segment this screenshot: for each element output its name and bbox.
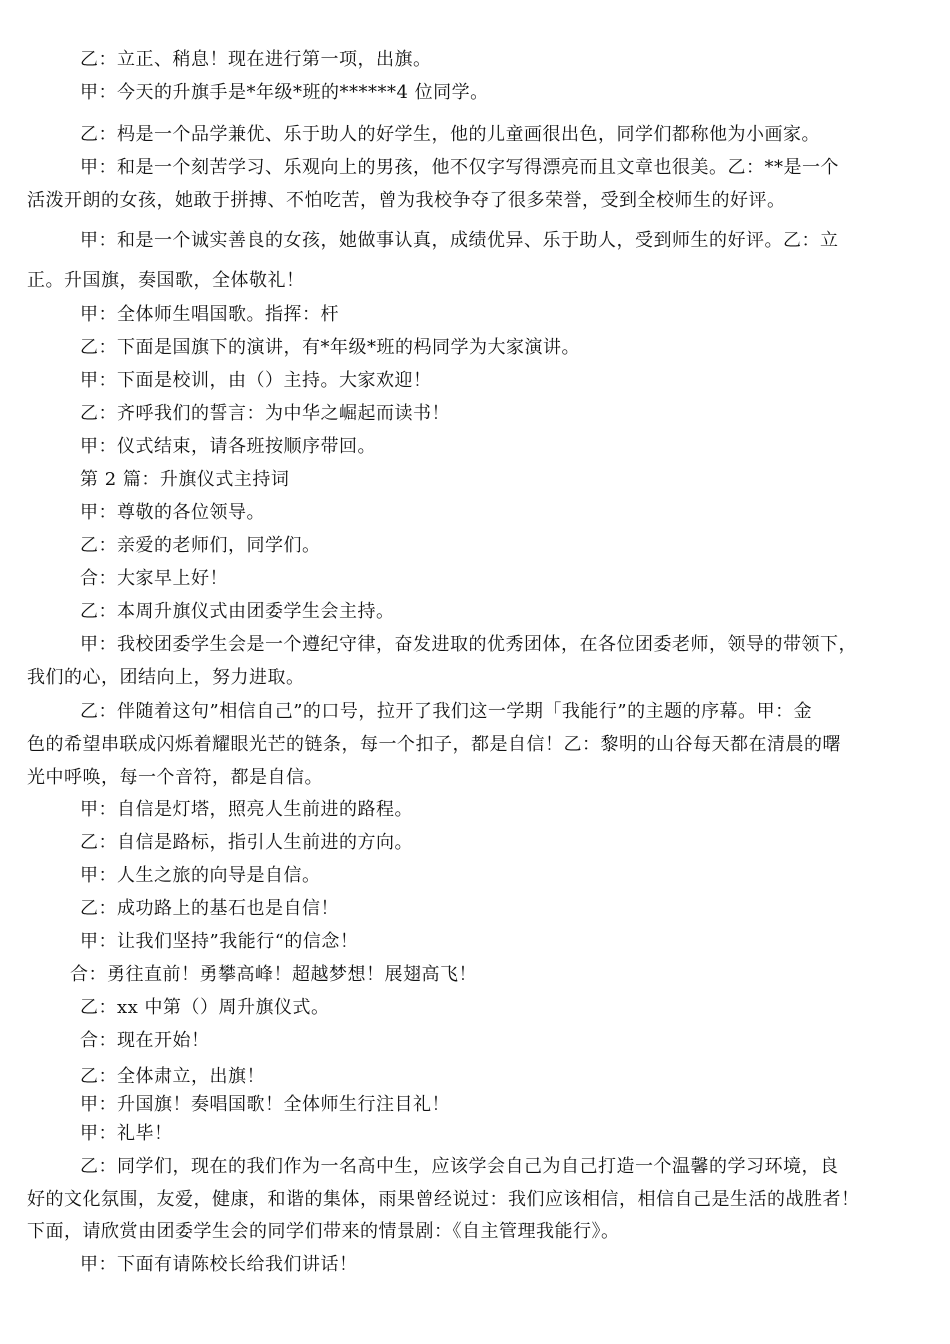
text-line: 合：大家早上好！	[80, 568, 228, 589]
text-line: 乙：同学们，现在的我们作为一名高中生，应该学会自己为自己打造一个温馨的学习环境，良	[80, 1156, 839, 1177]
text-line: 乙：xx 中第（）周升旗仪式。	[80, 997, 330, 1018]
text-line: 乙：全体肃立，出旗！	[80, 1066, 265, 1087]
text-line: 乙：立正、稍息！现在进行第一项，出旗。	[80, 49, 432, 70]
text-line: 甲：仪式结束，请各班按顺序带回。	[80, 436, 376, 457]
text-line: 合：勇往直前！勇攀高峰！超越梦想！展翅高飞！	[70, 964, 477, 985]
text-line: 乙：自信是路标，指引人生前进的方向。	[80, 832, 413, 853]
section-heading: 第 2 篇：升旗仪式主持词	[80, 469, 290, 490]
text-line: 甲：和是一个诚实善良的女孩，她做事认真，成绩优异、乐于助人，受到师生的好评。乙：立	[80, 230, 839, 251]
text-line: 甲：让我们坚持”我能行“的信念！	[80, 931, 359, 952]
text-line: 甲：全体师生唱国歌。指挥：杆	[80, 304, 339, 325]
text-line: 甲：尊敬的各位领导。	[80, 502, 265, 523]
text-line: 正。升国旗，奏国歌，全体敬礼！	[27, 270, 305, 291]
text-line: 甲：礼毕！	[80, 1123, 173, 1144]
text-line: 乙：亲爱的老师们，同学们。	[80, 535, 321, 556]
text-line: 乙：成功路上的基石也是自信！	[80, 898, 339, 919]
text-line: 甲：下面是校训，由（）主持。大家欢迎！	[80, 370, 432, 391]
text-line: 乙：杩是一个品学兼优、乐于助人的好学生，他的儿童画很出色，同学们都称他为小画家。	[80, 124, 820, 145]
text-line: 乙：本周升旗仪式由团委学生会主持。	[80, 601, 395, 622]
text-line: 甲：升国旗！奏唱国歌！全体师生行注目礼！	[80, 1094, 450, 1115]
text-line: 甲：今天的升旗手是*年级*班的******4 位同学。	[80, 82, 489, 103]
text-line: 活泼开朗的女孩，她敢于拼搏、不怕吃苦，曾为我校争夺了很多荣誉，受到全校师生的好评。	[27, 190, 786, 211]
text-line: 色的希望串联成闪烁着耀眼光芒的链条，每一个扣子，都是自信！乙：黎明的山谷每天都在清晨的曙	[27, 734, 841, 755]
text-line: 甲：下面有请陈校长给我们讲话！	[80, 1254, 358, 1275]
text-line: 甲：自信是灯塔，照亮人生前进的路程。	[80, 799, 413, 820]
text-line: 下面，请欣赏由团委学生会的同学们带来的情景剧：《自主管理我能行》。	[27, 1221, 620, 1242]
text-line: 乙：齐呼我们的誓言：为中华之崛起而读书！	[80, 403, 450, 424]
text-line: 光中呼唤，每一个音符，都是自信。	[27, 767, 323, 788]
text-line: 乙：下面是国旗下的演讲，有*年级*班的杩同学为大家演讲。	[80, 337, 580, 358]
text-line: 乙：伴随着这句”相信自己”的口号，拉开了我们这一学期「我能行”的主题的序幕。甲：金	[80, 701, 813, 722]
text-line: 好的文化氛围，友爱，健康，和谐的集体，雨果曾经说过：我们应该相信，相信自己是生活的战胜者！	[27, 1189, 860, 1210]
text-line: 合：现在开始！	[80, 1030, 210, 1051]
text-line: 甲：我校团委学生会是一个遵纪守律，奋发进取的优秀团体，在各位团委老师，领导的带领下，	[80, 634, 857, 655]
text-line: 我们的心，团结向上，努力进取。	[27, 667, 305, 688]
text-line: 甲：人生之旅的向导是自信。	[80, 865, 321, 886]
text-line: 甲：和是一个刻苦学习、乐观向上的男孩，他不仅字写得漂亮而且文章也很美。乙：**是一个	[80, 157, 839, 178]
